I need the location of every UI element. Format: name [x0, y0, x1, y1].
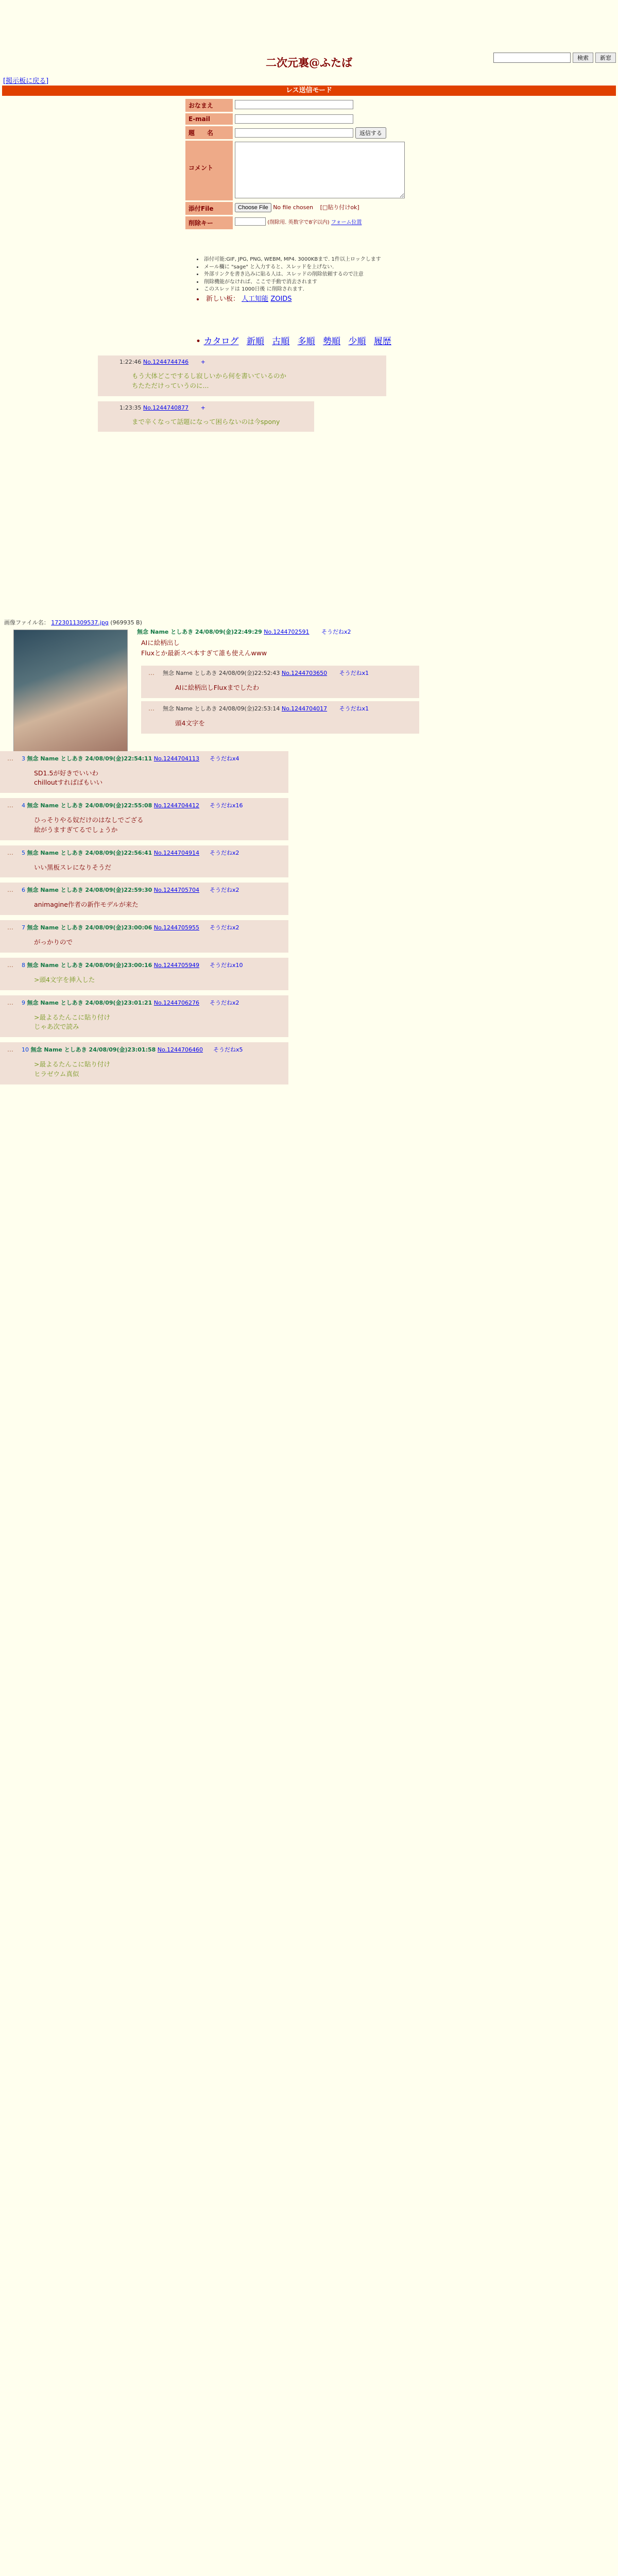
reply-body: ひっそりやる奴だけのはなしでござる 絵がうますぎてるでしょうか [34, 816, 144, 834]
reply-meta: 4 無念 Name としあき 24/08/09(金)22:55:08 No.1244704412 そうだねx16 [22, 802, 243, 809]
name-label: おなまえ [185, 99, 233, 112]
reply-post [0, 995, 288, 1038]
reply-meta: 9 無念 Name としあき 24/08/09(金)23:01:21 No.1244706276 そうだねx2 [22, 999, 239, 1006]
name-row [185, 99, 433, 112]
reply-number[interactable]: No.1244705949 [153, 961, 200, 969]
reply-post [0, 883, 288, 915]
op-meta: 無念 Name としあき 24/08/09(金)22:49:29 No.1244702591 そうだねx2 [137, 629, 351, 635]
comment-label: コメント [185, 141, 233, 200]
catalog-links: • カタログ 新順 古順 多順 勢順 少順 履歴 [196, 336, 391, 347]
history-link[interactable]: 履歴 [373, 336, 391, 347]
reply-post [0, 751, 288, 793]
reply-arrow-icon: … [7, 924, 13, 931]
delkey-row [185, 216, 433, 229]
reply-post [0, 920, 288, 953]
attach-label: 添付File [185, 202, 233, 215]
sod-button[interactable]: そうだねx2 [210, 849, 239, 856]
earlier-posts [0, 355, 618, 437]
catalog-link[interactable]: カタログ [203, 336, 239, 347]
rule-item: • 外部リンクを書き込みに貼る人は、スレッドの削除依頼するので注意 [197, 271, 439, 279]
news-line [197, 295, 439, 304]
reply-number[interactable]: No.1244705704 [153, 887, 200, 894]
reply-arrow-icon: … [7, 1046, 13, 1053]
delkey-label: 削除キー [185, 216, 233, 229]
op-post [0, 615, 464, 745]
sort-momentum-link[interactable]: 勢順 [323, 336, 341, 347]
board-title: 二次元裏@ふたば [266, 56, 352, 69]
sod-button[interactable]: そうだねx4 [210, 755, 239, 762]
op-reply: … 無念 Name としあき 24/08/09(金)22:53:14 No.1244704017 そうだねx1 頭4文字を [141, 701, 419, 734]
email-input[interactable] [235, 114, 353, 124]
reply-body: animagine作者の新作モデルが来た [34, 901, 139, 909]
reply-body: SD1.5が好きでいいわ chilloutすればばもいい [34, 769, 103, 787]
post-meta: 1:22:46 No.1244744746 + [119, 359, 205, 365]
post-number[interactable]: No.1244740877 [143, 404, 189, 411]
comment-row [185, 141, 433, 200]
post [98, 401, 314, 432]
random-checkbox[interactable]: [□貼り付けok] [320, 204, 359, 211]
search-button[interactable]: 検索 [573, 53, 593, 63]
reply-number[interactable]: No.1244704113 [153, 755, 200, 762]
reply-number[interactable]: No.1244706460 [157, 1046, 203, 1053]
op-thumbnail[interactable] [13, 630, 128, 753]
op-number[interactable]: No.1244702591 [264, 629, 310, 635]
reply-meta: 3 無念 Name としあき 24/08/09(金)22:54:11 No.1244704113 そうだねx4 [22, 755, 239, 762]
post-form [185, 99, 433, 231]
news-label: 新しい板： [206, 295, 240, 303]
sod-button[interactable]: + [200, 359, 205, 365]
reply-arrow-icon: … [7, 886, 13, 894]
reply-list [0, 751, 618, 1084]
email-label: E-mail [185, 113, 233, 125]
rule-item: • 削除機能がなければ、ここで手動で消去されます [197, 279, 439, 286]
back-link[interactable]: [掲示板に戻る] [3, 77, 49, 85]
file-button[interactable]: Choose File [235, 203, 271, 212]
reply-post [0, 798, 288, 840]
rule-item: • 添付可能:GIF, JPG, PNG, WEBM, MP4. 3000KBまで. 1件以上ロックします [197, 256, 439, 264]
post-number[interactable]: No.1244744746 [143, 359, 189, 365]
sod-button[interactable]: そうだねx2 [210, 887, 239, 894]
post [98, 355, 386, 396]
sod-button[interactable]: そうだねx2 [210, 924, 239, 931]
sod-button[interactable]: そうだねx2 [321, 629, 351, 635]
subject-row [185, 126, 433, 139]
attach-row [185, 202, 433, 215]
reply-body: >最よるたんこに貼り付け じゃあ次で読み [34, 1013, 110, 1031]
reply-body: いい黒板スレになりそうだ [34, 863, 112, 871]
rule-item: • このスレッドは 1000日後 に削除されます. [197, 286, 439, 294]
sod-button[interactable]: + [200, 404, 205, 411]
reply-meta: 7 無念 Name としあき 24/08/09(金)23:00:06 No.1244705955 そうだねx2 [22, 924, 239, 931]
reply-arrow-icon: … [7, 754, 13, 762]
reply-arrow-icon: … [148, 669, 154, 676]
form-position-link[interactable]: フォーム位置 [331, 219, 362, 226]
file-info: 画像ファイル名： 1723011309537.jpg (969935 B) [4, 619, 142, 626]
post-body: まで辛くなって話題になって困らないのは今spony [132, 417, 280, 426]
reply-meta: 5 無念 Name としあき 24/08/09(金)22:56:41 No.1244704914 そうだねx2 [22, 849, 239, 856]
reply-body: がっかりので [34, 938, 73, 946]
sod-button[interactable]: そうだねx10 [210, 961, 243, 969]
reply-post [0, 845, 288, 878]
name-input[interactable] [235, 100, 353, 109]
mode-banner: レス送信モード [2, 86, 616, 96]
comment-input[interactable] [235, 142, 405, 198]
sort-many-link[interactable]: 多順 [297, 336, 315, 347]
news-link-ai[interactable]: 人工知能 [242, 295, 269, 303]
delkey-note: (削除用. 英数字で8字以内) [267, 219, 330, 226]
reply-body: >最よるたんこに貼り付け ヒラゼウム真似 [34, 1060, 110, 1078]
sod-button[interactable]: そうだねx2 [210, 999, 239, 1006]
delkey-input[interactable] [235, 217, 266, 226]
file-status: No file chosen [273, 204, 314, 211]
op-reply: … 無念 Name としあき 24/08/09(金)22:52:43 No.1244703650 そうだねx1 AIに絵柄出しFluxまでしたわ [141, 666, 419, 698]
reply-number[interactable]: No.1244705955 [153, 924, 200, 931]
new-window-button[interactable]: 新窓 [595, 53, 616, 63]
reply-number[interactable]: No.1244704914 [153, 849, 200, 856]
rule-item: • メール欄に "sage" と入力すると、スレッドを上げない. [197, 264, 439, 272]
post-meta: 1:23:35 No.1244740877 + [119, 404, 205, 411]
reply-meta: 10 無念 Name としあき 24/08/09(金)23:01:58 No.1244706460 そうだねx5 [22, 1046, 243, 1053]
thread [0, 615, 618, 1090]
reply-meta: 8 無念 Name としあき 24/08/09(金)23:00:16 No.1244705949 そうだねx10 [22, 961, 243, 969]
reply-number[interactable]: No.1244706276 [153, 999, 200, 1006]
subject-input[interactable] [235, 128, 353, 138]
reply-post [0, 1042, 288, 1084]
subject-label: 題 名 [185, 126, 233, 139]
post-body: もう大体どこでするし寂しいから何を書いているのか ちたただけっていうのに... [132, 372, 287, 389]
reply-post [0, 958, 288, 990]
reply-arrow-icon: … [7, 802, 13, 809]
page-header [0, 0, 618, 347]
reply-arrow-icon: … [148, 704, 154, 712]
sod-button[interactable]: そうだねx16 [210, 802, 243, 809]
reply-body: >頭4文字を挿入した [34, 975, 95, 984]
news-link-zoids[interactable]: ZOIDS [270, 295, 292, 303]
sort-few-link[interactable]: 少順 [348, 336, 366, 347]
op-body: AIに絵柄出し Fluxとか最新スペ本すぎて誰も使えんwww [141, 639, 267, 657]
rules-list [197, 256, 439, 304]
reply-arrow-icon: … [7, 849, 13, 856]
sod-button[interactable]: そうだねx5 [213, 1046, 243, 1053]
file-link[interactable]: 1723011309537.jpg [51, 619, 109, 626]
reply-arrow-icon: … [7, 961, 13, 969]
reply-meta: 6 無念 Name としあき 24/08/09(金)22:59:30 No.1244705704 そうだねx2 [22, 887, 239, 894]
sort-new-link[interactable]: 新順 [246, 336, 264, 347]
reply-arrow-icon: … [7, 998, 13, 1006]
submit-button[interactable]: 返信する [355, 127, 386, 139]
sort-old-link[interactable]: 古順 [272, 336, 290, 347]
reply-number[interactable]: No.1244704412 [153, 802, 200, 809]
email-row [185, 113, 433, 125]
